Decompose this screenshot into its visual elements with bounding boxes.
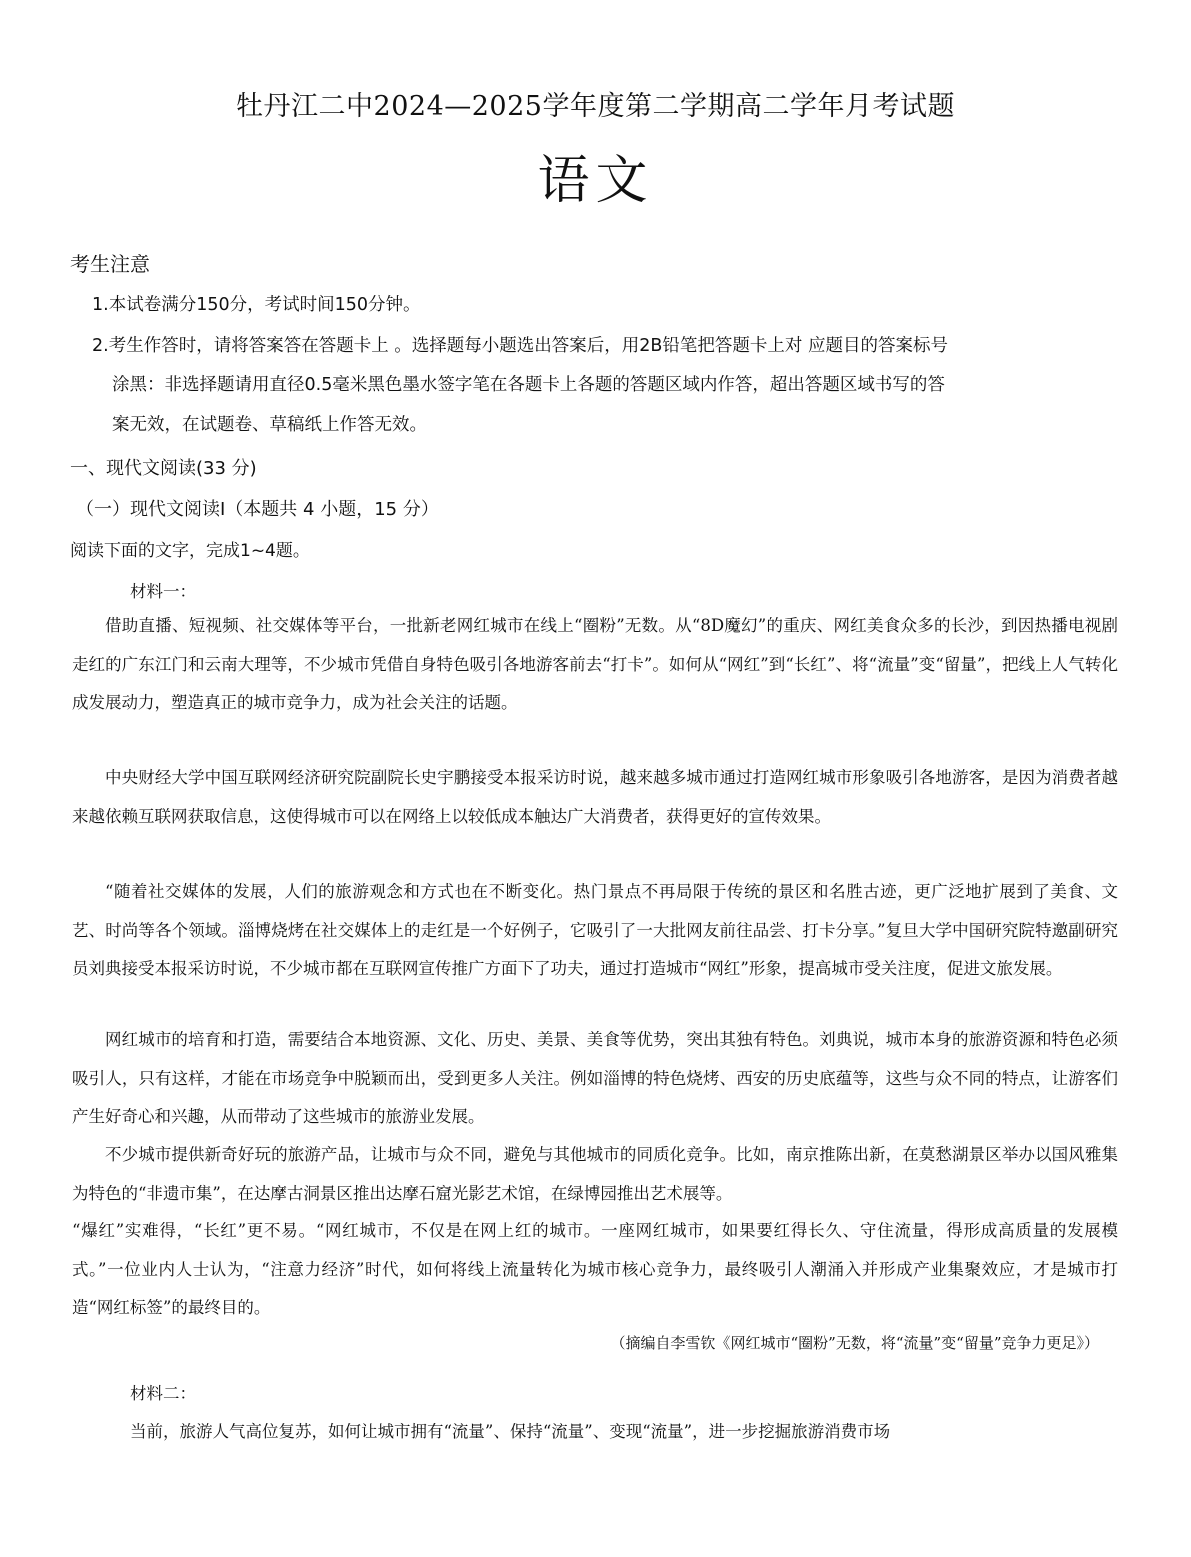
section-heading: 一、现代文阅读(33 分) [70, 458, 257, 479]
section-subheading: （一）现代文阅读Ⅰ（本题共 4 小题，15 分） [76, 499, 439, 520]
material-1-label: 材料一： [130, 582, 196, 601]
notice-heading: 考生注意 [70, 252, 150, 276]
material-2-label: 材料二： [130, 1384, 196, 1403]
notice-item-1: 1.本试卷满分150分，考试时间150分钟。 [92, 295, 421, 315]
material-1-source: （摘编自李雪钦《网红城市“圈粉”无数，将“流量”变“留量”竞争力更足》） [610, 1334, 1099, 1352]
material-1-paragraph-3: “随着社交媒体的发展，人们的旅游观念和方式也在不断变化。热门景点不再局限于传统的景区和名胜古迹，更广泛地扩展到了美食、文艺、时尚等各个领域。淄博烧烤在社交媒体上的走红是一个好例子，它吸引了一大批网友前往品尝、打卡分享。”复旦大学中国研究院特邀副研究员刘典接受本报采访时说，不少城市都在互联网宣传推广方面下了功夫，通过打造城市“网红”形象，提高城市受关注度，促进文旅发展。 [72, 882, 1118, 978]
material-1-paragraph-5: 不少城市提供新奇好玩的旅游产品，让城市与众不同，避免与其他城市的同质化竞争。比如，南京推陈出新，在莫愁湖景区举办以国风雅集为特色的“非遗市集”，在达摩古洞景区推出达摩石窟光影艺术馆，在绿博园推出艺术展等。 [72, 1145, 1118, 1203]
exam-title: 牡丹江二中2024—2025学年度第二学期高二学年月考试题 [236, 91, 955, 122]
subject-title: 语文 [537, 151, 654, 211]
notice-item-2-line-3: 案无效，在试题卷、草稿纸上作答无效。 [112, 415, 427, 435]
material-1-paragraph-1: 借助直播、短视频、社交媒体等平台，一批新老网红城市在线上“圈粉”无数。从“8D魔幻”的重庆、网红美食众多的长沙，到因热播电视剧走红的广东江门和云南大理等，不少城市凭借自身特色吸引各地游客前去“打卡”。如何从“网红”到“长红”、将“流量”变“留量”，把线上人气转化成发展动力，塑造真正的城市竞争力，成为社会关注的话题。 [72, 616, 1118, 712]
material-1-paragraph-2: 中央财经大学中国互联网经济研究院副院长史宇鹏接受本报采访时说，越来越多城市通过打造网红城市形象吸引各地游客，是因为消费者越来越依赖互联网获取信息，这使得城市可以在网络上以较低成本触达广大消费者，获得更好的宣传效果。 [72, 768, 1118, 826]
notice-item-2-line-2: 涂黑：非选择题请用直径0.5毫米黑色墨水签字笔在各题卡上各题的答题区域内作答，超出答题区域书写的答 [112, 375, 945, 395]
material-1-paragraph-4: 网红城市的培育和打造，需要结合本地资源、文化、历史、美景、美食等优势，突出其独有特色。刘典说，城市本身的旅游资源和特色必须吸引人，只有这样，才能在市场竞争中脱颖而出，受到更多人关注。例如淄博的特色烧烤、西安的历史底蕴等，这些与众不同的特点，让游客们产生好奇心和兴趣，从而带动了这些城市的旅游业发展。 [72, 1030, 1118, 1126]
reading-instruction: 阅读下面的文字，完成1~4题。 [70, 541, 310, 561]
material-2-paragraph-1: 当前，旅游人气高位复苏，如何让城市拥有“流量”、保持“流量”、变现“流量”，进一步挖掘旅游消费市场 [130, 1422, 891, 1441]
material-1-paragraph-6: “爆红”实难得，“长红”更不易。“网红城市，不仅是在网上红的城市。一座网红城市，如果要红得长久、守住流量，得形成高质量的发展模式。”一位业内人士认为，“注意力经济”时代，如何将线上流量转化为城市核心竞争力，最终吸引人潮涌入并形成产业集聚效应，才是城市打造“网红标签”的最终目的。 [72, 1221, 1118, 1317]
notice-item-2-line-1: 2.考生作答时，请将答案答在答题卡上 。选择题每小题选出答案后，用2B铅笔把答题卡上对 应题目的答案标号 [92, 336, 948, 356]
